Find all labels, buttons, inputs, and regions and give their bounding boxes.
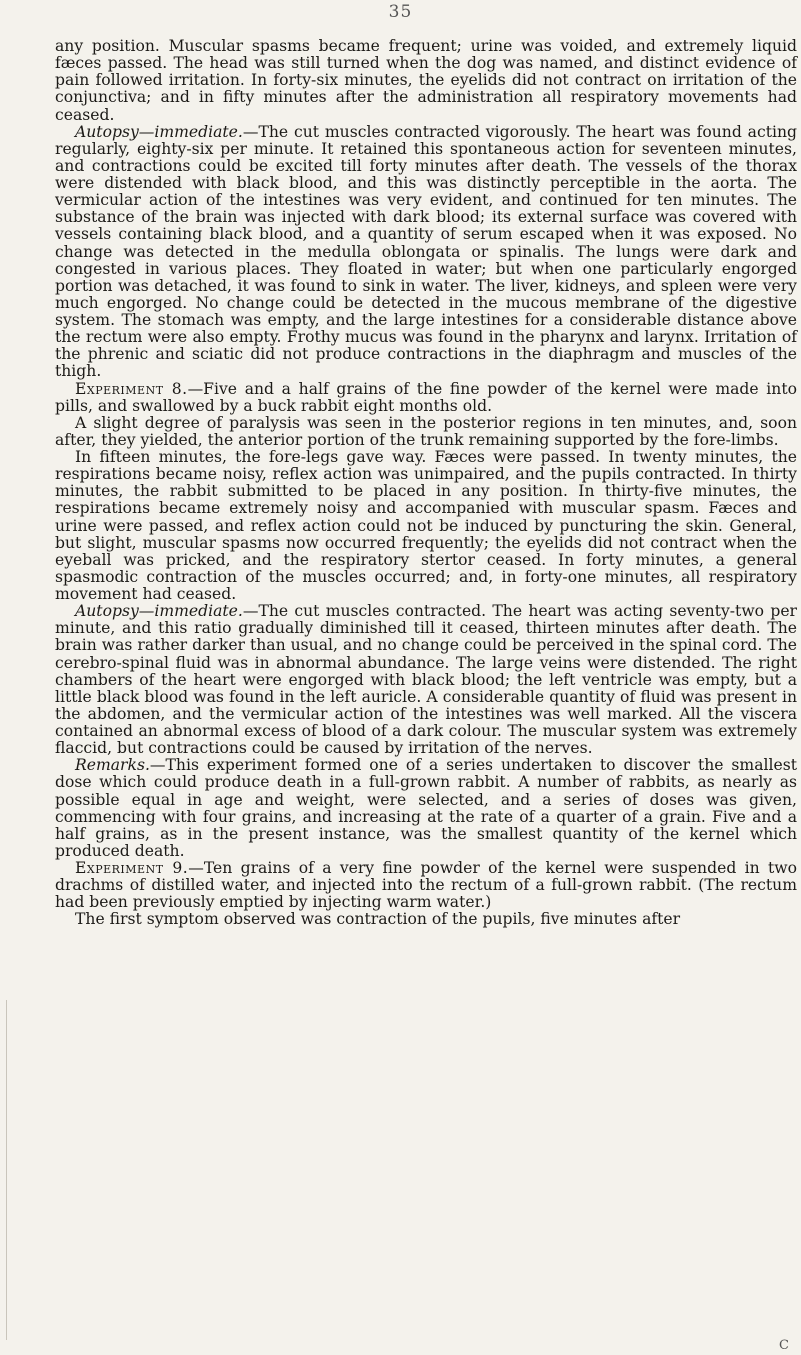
paragraph-text: —The cut muscles contracted. The heart was acting seventy-two per minute, and this ratio gradually diminished till it ceased, thirteen minutes after death. The brain was rather darker than usual, and no change could be perceived in the spinal cord. The cerebro-spinal fluid was in abnormal abundance. The large veins were distended. The right chambers of the heart were engorged with black blood; the left ventricle was empty, but a little black blood was found in the left auricle. A considerable quantity of fluid was present in the abdomen, and the vermicular action of the intestines was well marked. All the viscera contained an abnormal excess of blood of a dark colour. The muscular system was extremely flaccid, but contractions could be caused by irritation of the nerves. — [55, 602, 797, 758]
paragraph-text: —This experiment formed one of a series undertaken to discover the smallest dose which could produce death in a full-grown rabbit. A number of rabbits, as nearly as possible equal in age and weight, were selected, and a series of doses was given, commencing with four grains, and increasing at the rate of a quarter of a grain. Five and a half grains, as in the present instance, was the smallest quantity of the kernel which produced death. — [55, 756, 797, 860]
paragraph — [55, 38, 797, 124]
experiment-label: Experiment 8. — [75, 379, 188, 398]
paragraph-text: —Ten grains of a very fine powder of the kernel were suspended in two drachms of distilled water, and injected into the rectum of a full-grown rabbit. (The rectum had been previously emptied by injecting warm water.) — [55, 859, 797, 912]
paragraph-text: any position. Muscular spasms became frequent; urine was voided, and extremely liquid fæces passed. The head was still turned when the dog was named, and distinct evidence of pain followed irritation. In forty-six minutes, the eyelids did not contract on irritation of the conjunctiva; and in fifty minutes after the administration all respiratory movements had ceased. — [55, 37, 797, 124]
paragraph-text: —The cut muscles contracted vigorously. The heart was found acting regularly, eighty-six per minute. It retained this spontaneous action for seventeen minutes, and contractions could be excited till forty minutes after death. The vessels of the thorax were distended with black blood, and this was distinctly perceptible in the aorta. The vermicular action of the intestines was very evident, and continued for ten minutes. The substance of the brain was injected with dark blood; its external surface was covered with vessels containing black blood, and a quantity of serum escaped when it was exposed. No change was detected in the medulla oblongata or spinalis. The lungs were dark and congested in various places. They floated in water; but when one particularly engorged portion was detached, it was found to sink in water. The liver, kidneys, and spleen were very much engorged. No change could be detected in the mucous membrane of the digestive system. The stomach was empty, and the large intestines for a considerable distance above the rectum were also empty. Frothy mucus was found in the pharynx and larynx. Irritation of the phrenic and sciatic did not produce contractions in the diaphragm and muscles of the thigh. — [55, 122, 797, 381]
paragraph-text: A slight degree of paralysis was seen in the posterior regions in ten minutes, and, soon after, they yielded, the anterior portion of the trunk remaining supported by the fore-limbs. — [55, 413, 797, 449]
section-label: Autopsy—immediate. — [75, 122, 243, 141]
body-text — [55, 38, 797, 929]
section-label: Remarks. — [75, 756, 150, 775]
paragraph-text: —Five and a half grains of the fine powder of the kernel were made into pills, and swallowed by a buck rabbit eight months old. — [55, 379, 797, 415]
paragraph — [55, 603, 797, 757]
paragraph — [55, 911, 797, 928]
paragraph — [55, 757, 797, 860]
paragraph — [55, 124, 797, 381]
section-label: Autopsy—immediate. — [75, 602, 243, 621]
paragraph-text: The first symptom observed was contraction of the pupils, five minutes after — [75, 910, 681, 929]
paragraph-text: In fifteen minutes, the fore-legs gave way. Fæces were passed. In twenty minutes, the respirations became noisy, reflex action was unimpaired, and the pupils contracted. In thirty minutes, the rabbit submitted to be placed in any position. In thirty-five minutes, the respirations became extremely noisy and accompanied with muscular spasm. Fæces and urine were passed, and reflex action could not be induced by puncturing the skin. General, but slight, muscular spasms now occurred frequently; the eyelids did not contract when the eyeball was pricked, and the respiratory stertor ceased. In forty minutes, a general spasmodic contraction of the muscles occurred; and, in forty-one minutes, all respiratory movement had ceased. — [55, 448, 797, 603]
experiment-label: Experiment 9. — [75, 859, 189, 877]
binding-edge — [6, 1000, 7, 1340]
signature-mark: C — [779, 1338, 789, 1353]
paragraph — [55, 415, 797, 449]
paragraph — [55, 860, 797, 911]
paragraph — [55, 381, 797, 415]
page-number: 35 — [388, 2, 413, 22]
paragraph — [55, 449, 797, 603]
